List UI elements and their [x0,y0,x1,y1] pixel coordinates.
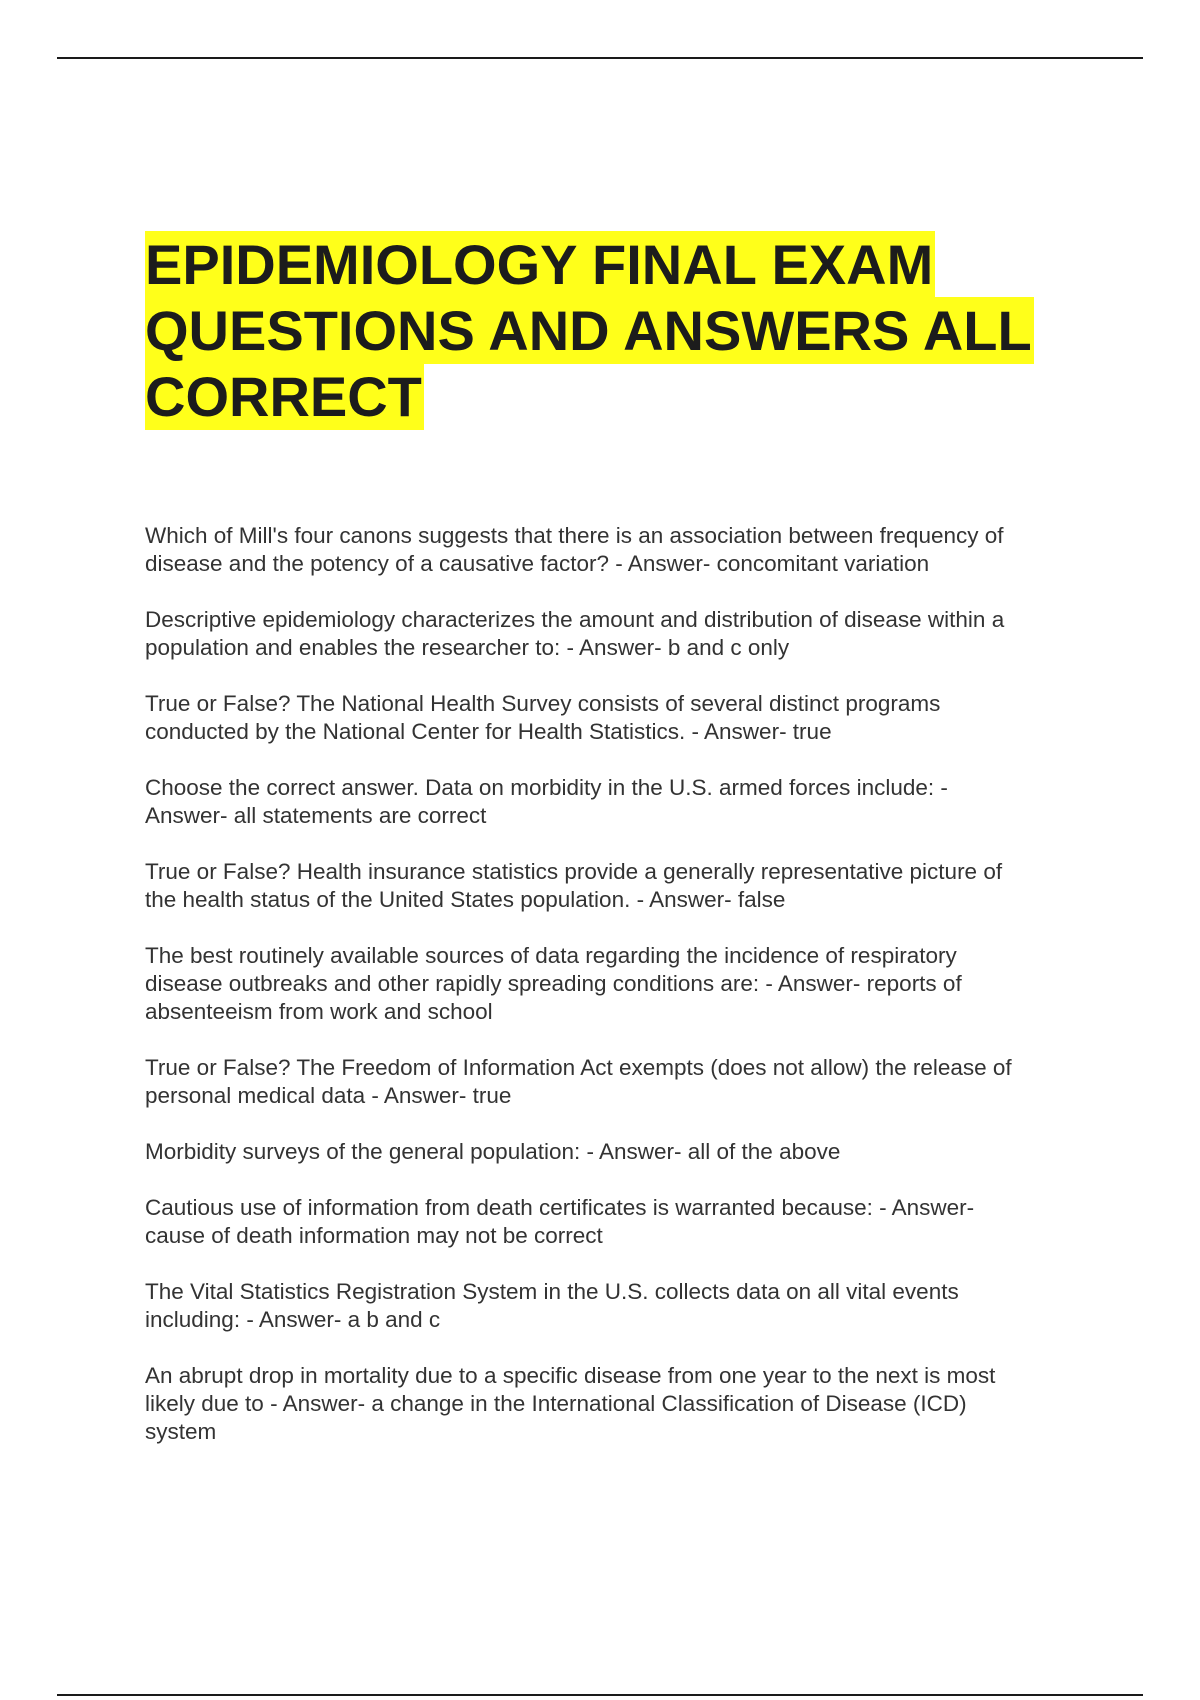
qa-text-line: conducted by the National Center for Health Statistics. - Answer- true [145,719,832,744]
qa-item [145,1362,1095,1446]
qa-item [145,1278,1095,1334]
qa-item [145,1054,1095,1110]
qa-text-line: Descriptive epidemiology characterizes the amount and distribution of disease within a [145,607,1005,632]
qa-text-line: system [145,1419,217,1444]
qa-text-line: True or False? Health insurance statistics provide a generally representative picture of [145,859,1003,884]
qa-item [145,1138,1095,1166]
qa-text-line: The best routinely available sources of data regarding the incidence of respiratory [145,943,957,968]
qa-text-line: True or False? The Freedom of Information Act exempts (does not allow) the release of [145,1055,1012,1080]
qa-text-line: True or False? The National Health Survey consists of several distinct programs [145,691,941,716]
qa-text-line: The Vital Statistics Registration System in the U.S. collects data on all vital events [145,1279,959,1304]
footer-rule [57,1694,1143,1696]
qa-text-line: Morbidity surveys of the general population: - Answer- all of the above [145,1139,841,1164]
qa-text-line: Cautious use of information from death certificates is warranted because: - Answer- [145,1195,975,1220]
qa-text-line: Choose the correct answer. Data on morbidity in the U.S. armed forces include: - [145,775,948,800]
qa-text-line: Which of Mill's four canons suggests that there is an association between frequency of [145,523,1004,548]
title-line: QUESTIONS AND ANSWERS ALL [145,299,1032,362]
qa-item [145,606,1095,662]
header-rule [57,57,1143,59]
qa-item [145,1194,1095,1250]
qa-text-line: population and enables the researcher to: - Answer- b and c only [145,635,790,660]
qa-text-line: An abrupt drop in mortality due to a specific disease from one year to the next is most [145,1363,996,1388]
qa-text-line: personal medical data - Answer- true [145,1083,512,1108]
qa-item [145,774,1095,830]
title-line: EPIDEMIOLOGY FINAL EXAM [145,233,934,296]
qa-text-line: disease outbreaks and other rapidly spreading conditions are: - Answer- reports of [145,971,962,996]
qa-text-line: disease and the potency of a causative factor? - Answer- concomitant variation [145,551,930,576]
question-answer-list [145,522,1095,1474]
qa-text-line: likely due to - Answer- a change in the International Classification of Disease (ICD) [145,1391,967,1416]
qa-item [145,942,1095,1026]
qa-item [145,522,1095,578]
document-title [145,232,1085,430]
qa-text-line: including: - Answer- a b and c [145,1307,441,1332]
qa-item [145,858,1095,914]
title-line: CORRECT [145,365,422,428]
qa-text-line: cause of death information may not be correct [145,1223,603,1248]
qa-text-line: Answer- all statements are correct [145,803,487,828]
qa-text-line: absenteeism from work and school [145,999,493,1024]
qa-text-line: the health status of the United States population. - Answer- false [145,887,786,912]
qa-item [145,690,1095,746]
